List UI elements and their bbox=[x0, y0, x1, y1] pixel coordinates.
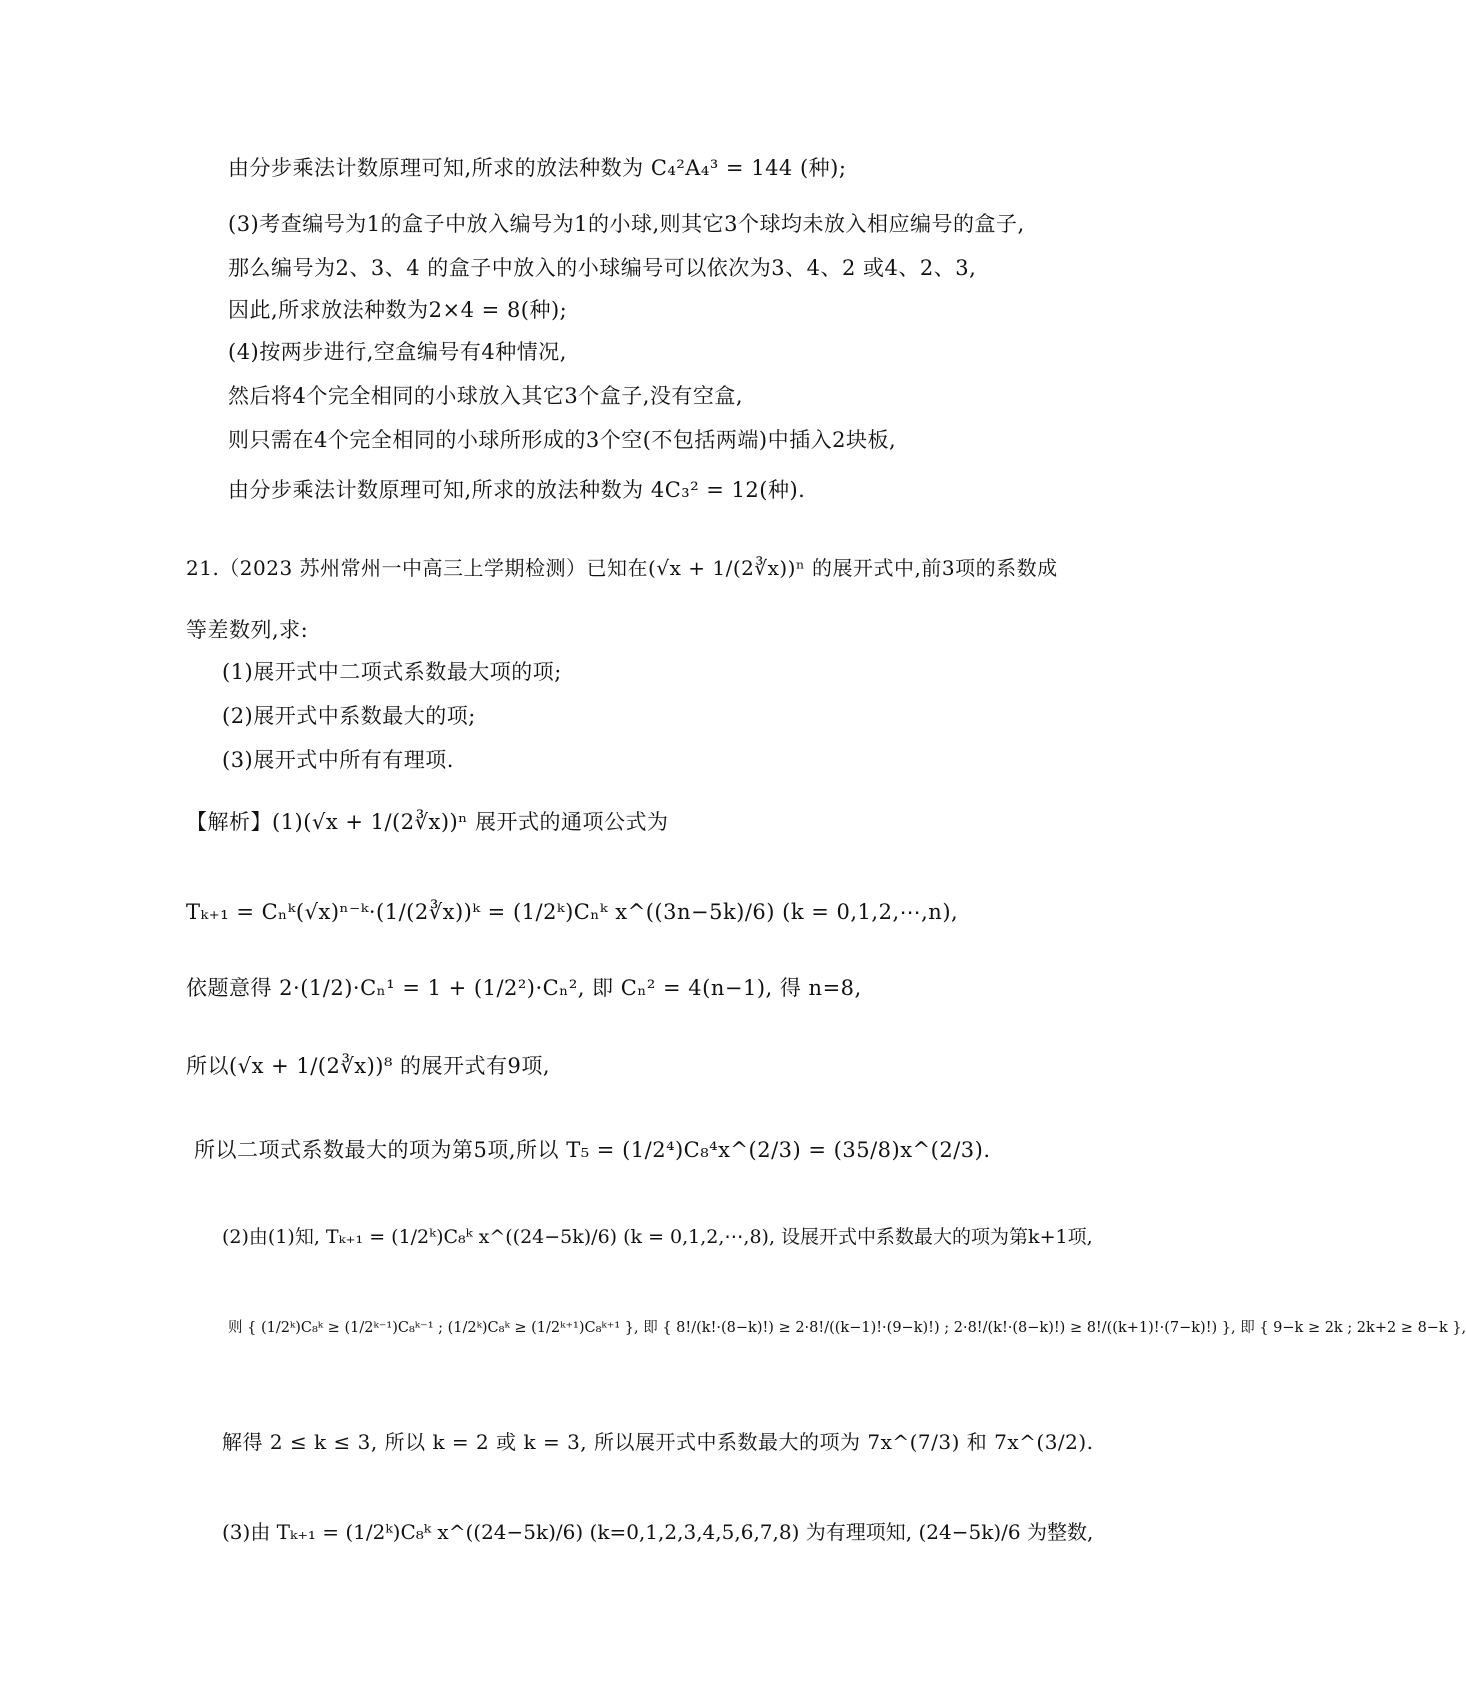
general-term-formula: Tₖ₊₁ = Cₙᵏ(√x)ⁿ⁻ᵏ·(1/(2∛x))ᵏ = (1/2ᵏ)Cₙᵏ x^((3n−5k)/6) (k = 0,1,2,⋯,n), bbox=[186, 900, 959, 924]
text-line: 由分步乘法计数原理可知,所求的放法种数为 4C₃² = 12(种). bbox=[228, 478, 806, 502]
inequality-system: 则 { (1/2ᵏ)C₈ᵏ ≥ (1/2ᵏ⁻¹)C₈ᵏ⁻¹ ; (1/2ᵏ)C₈ᵏ ≥ (1/2ᵏ⁺¹)C₈ᵏ⁺¹ }, 即 { 8!/(k!·(8−k)!) ≥ 2·8!/((k−1)!·(9−k)!) ; 2·8!/(k!·(8−k)!) ≥ 8!/((k+1)!·(7−k)!) }, 即 { 9−k ≥ 2k ; 2k+2 ≥ 8−k }, bbox=[228, 1320, 1466, 1336]
text-line: 然后将4个完全相同的小球放入其它3个盒子,没有空盒, bbox=[228, 384, 744, 408]
text-line: 等差数列,求: bbox=[186, 618, 309, 642]
text-line: 由分步乘法计数原理可知,所求的放法种数为 C₄²A₄³ = 144 (种); bbox=[228, 156, 847, 180]
sub-question-3: (3)展开式中所有有理项. bbox=[222, 748, 454, 772]
text-line: 所以(√x + 1/(2∛x))⁸ 的展开式有9项, bbox=[186, 1054, 551, 1078]
text-line: 解得 2 ≤ k ≤ 3, 所以 k = 2 或 k = 3, 所以展开式中系数最大的项为 7x^(7/3) 和 7x^(3/2). bbox=[222, 1430, 1094, 1454]
text-line: 因此,所求放法种数为2×4 = 8(种); bbox=[228, 298, 568, 322]
text-line: (3)考查编号为1的盒子中放入编号为1的小球,则其它3个球均未放入相应编号的盒子, bbox=[228, 212, 1025, 236]
text-line: 则只需在4个完全相同的小球所形成的3个空(不包括两端)中插入2块板, bbox=[228, 428, 897, 452]
text-line: 所以二项式系数最大的项为第5项,所以 T₅ = (1/2⁴)C₈⁴x^(2/3) = (35/8)x^(2/3). bbox=[194, 1138, 991, 1162]
solution-heading: 【解析】(1)(√x + 1/(2∛x))ⁿ 展开式的通项公式为 bbox=[186, 810, 669, 834]
text-line: 依题意得 2·(1/2)·Cₙ¹ = 1 + (1/2²)·Cₙ², 即 Cₙ² = 4(n−1), 得 n=8, bbox=[186, 976, 862, 1000]
sub-question-2: (2)展开式中系数最大的项; bbox=[222, 704, 476, 728]
text-line: (4)按两步进行,空盒编号有4种情况, bbox=[228, 340, 567, 364]
problem-21-statement: 21.（2023 苏州常州一中高三上学期检测）已知在(√x + 1/(2∛x))ⁿ 的展开式中,前3项的系数成 bbox=[186, 556, 1058, 580]
text-line: (3)由 Tₖ₊₁ = (1/2ᵏ)C₈ᵏ x^((24−5k)/6) (k=0,1,2,3,4,5,6,7,8) 为有理项知, (24−5k)/6 为整数, bbox=[222, 1520, 1094, 1544]
sub-question-1: (1)展开式中二项式系数最大项的项; bbox=[222, 660, 562, 684]
text-line: (2)由(1)知, Tₖ₊₁ = (1/2ᵏ)C₈ᵏ x^((24−5k)/6) (k = 0,1,2,⋯,8), 设展开式中系数最大的项为第k+1项, bbox=[222, 1226, 1093, 1248]
text-line: 那么编号为2、3、4 的盒子中放入的小球编号可以依次为3、4、2 或4、2、3, bbox=[228, 256, 977, 280]
